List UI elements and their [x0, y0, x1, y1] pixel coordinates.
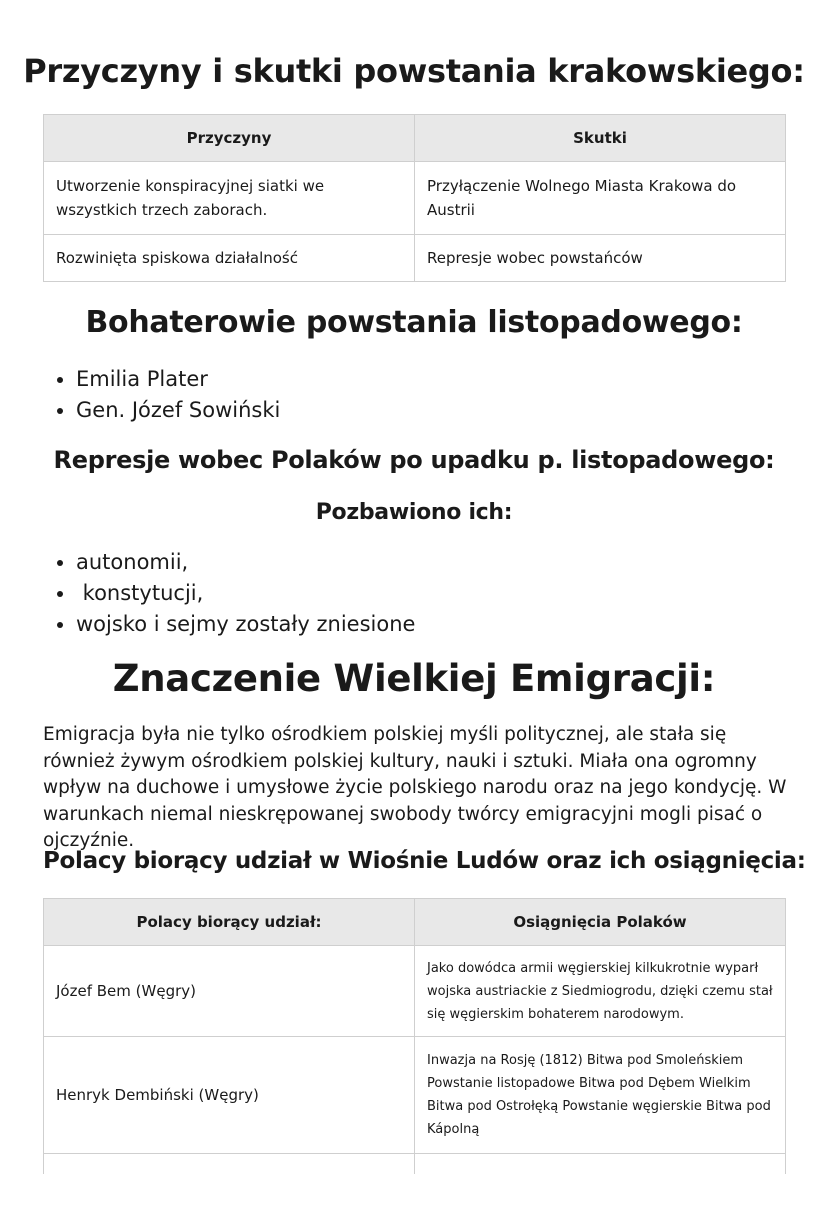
section-title-spring-of-nations: Polacy biorący udział w Wiośnie Ludów oraz ich osiągnięcia: [43, 848, 806, 874]
table-cell-empty [44, 1154, 415, 1175]
table-row [44, 162, 786, 235]
table-row [44, 1037, 786, 1154]
table-row [44, 235, 786, 282]
spring-of-nations-table [43, 898, 786, 1174]
list-item: • Emilia Plater [76, 364, 280, 395]
table-header-row [44, 115, 786, 162]
header-effects: Skutki [415, 115, 786, 162]
list-item: • wojsko i sejmy zostały zniesione [76, 609, 415, 640]
section-title-causes-effects: Przyczyny i skutki powstania krakowskiego: [23, 52, 805, 90]
table-header-row [44, 899, 786, 946]
table-cell: Inwazja na Rosję (1812) Bitwa pod Smoleńskiem Powstanie listopadowe Bitwa pod Dębem Wielkim Bitwa pod Ostrołęką Powstanie węgierskie Bitwa pod Kápolną [415, 1037, 786, 1154]
list-item: • konstytucji, [76, 578, 415, 609]
section-title-heroes: Bohaterowie powstania listopadowego: [85, 305, 743, 340]
table-cell: Henryk Dembiński (Węgry) [44, 1037, 415, 1154]
header-achievements: Osiągnięcia Polaków [415, 899, 786, 946]
header-causes: Przyczyny [44, 115, 415, 162]
table-row [44, 946, 786, 1037]
section-title-great-emigration: Znaczenie Wielkiej Emigracji: [112, 657, 716, 700]
table-cell: Przyłączenie Wolnego Miasta Krakowa do Austrii [415, 162, 786, 235]
table-cell: Jako dowódca armii węgierskiej kilkukrotnie wyparł wojska austriackie z Siedmiogrodu, dzięki czemu stał się węgierskim bohaterem narodowym. [415, 946, 786, 1037]
list-item: • Gen. Józef Sowiński [76, 395, 280, 426]
table-cell: Rozwinięta spiskowa działalność [44, 235, 415, 282]
table-cell-empty [415, 1154, 786, 1175]
repressions-list [40, 547, 415, 640]
causes-effects-table [43, 114, 786, 282]
list-item: • autonomii, [76, 547, 415, 578]
table-cell: Represje wobec powstańców [415, 235, 786, 282]
header-participants: Polacy biorący udział: [44, 899, 415, 946]
table-cell: Józef Bem (Węgry) [44, 946, 415, 1037]
table-row [44, 1154, 786, 1175]
subtitle-deprived: Pozbawiono ich: [315, 500, 513, 525]
section-title-repressions: Represje wobec Polaków po upadku p. listopadowego: [53, 446, 775, 474]
table-cell: Utworzenie konspiracyjnej siatki we wszystkich trzech zaborach. [44, 162, 415, 235]
emigration-paragraph: Emigracja była nie tylko ośrodkiem polskiej myśli politycznej, ale stała się również żywym ośrodkiem polskiej kultury, nauki i sztuki. Miała ona ogromny wpływ na duchowe i umysłowe życie polskiego narodu oraz na jego kondycję. W warunkach niemal nieskrępowanej swobody twórcy emigracyjni mogli pisać o ojczyźnie. [43, 724, 787, 851]
heroes-list [40, 364, 280, 426]
